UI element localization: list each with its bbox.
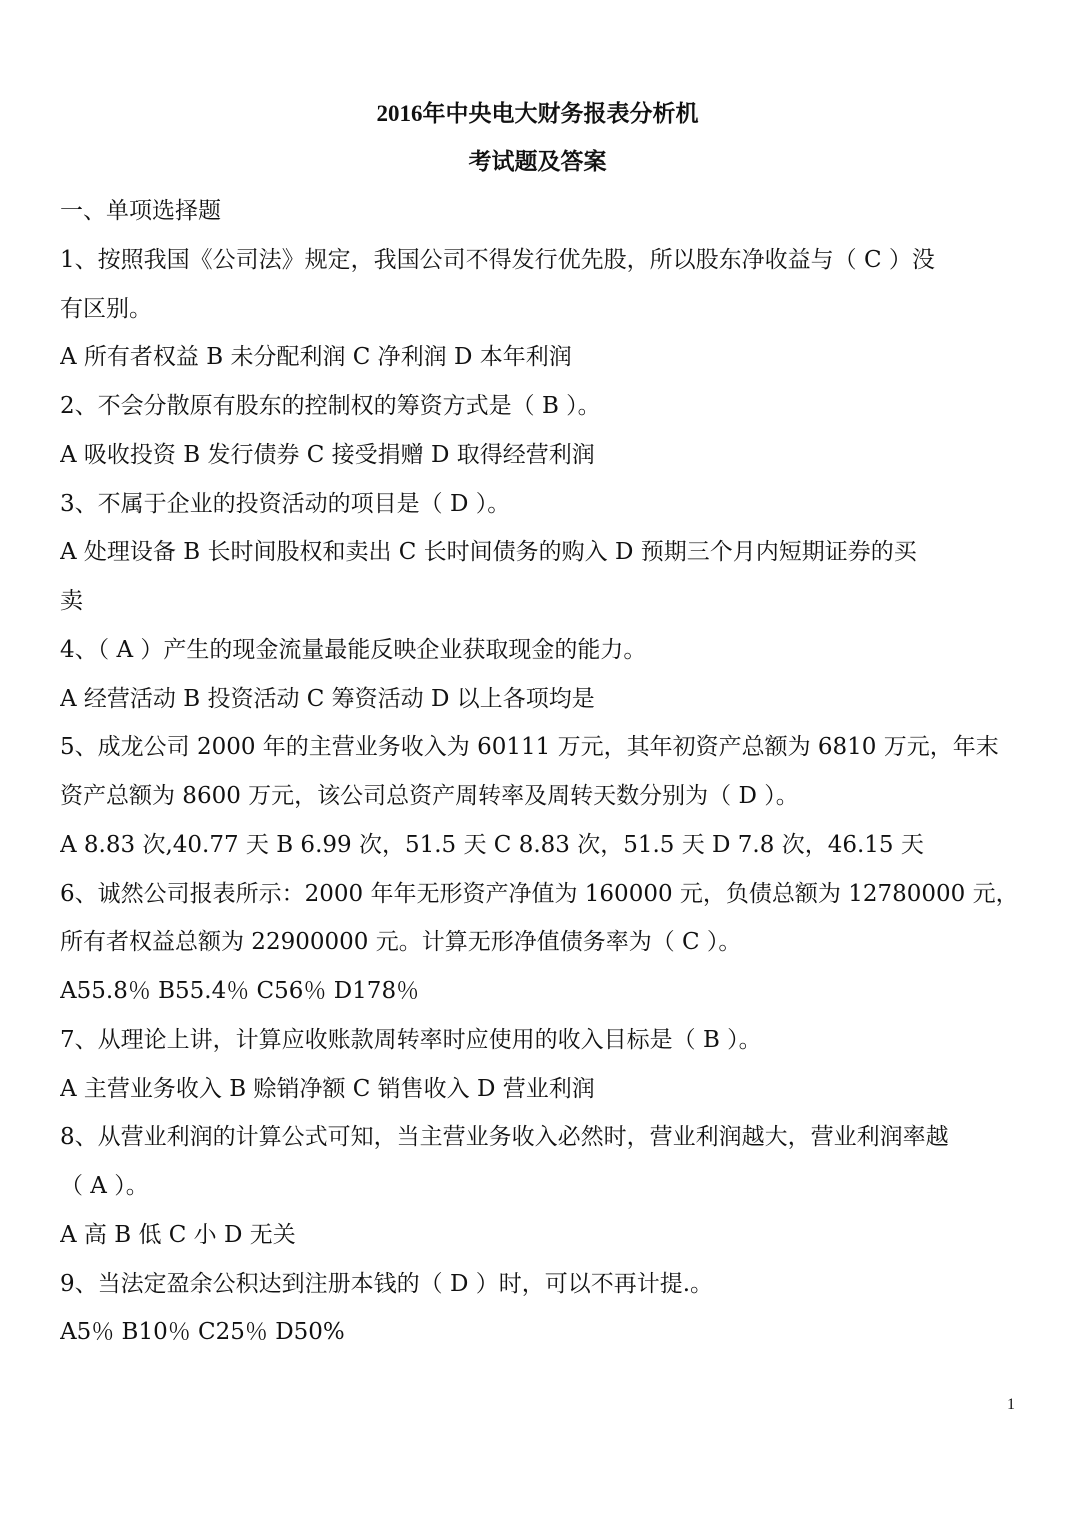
question-6-continued: 所有者权益总额为 22900000 元。计算无形净值债务率为（ C ）。 <box>60 929 742 956</box>
question-8-continued: （ A ）。 <box>60 1173 149 1199</box>
question-1-continued: 有区别。 <box>60 295 152 322</box>
question-3-options: A 处理设备 B 长时间股权和卖出 C 长时间债务的购入 D 预期三个月内短期证券的买 <box>60 539 917 566</box>
question-1: 1、按照我国《公司法》规定，我国公司不得发行优先股，所以股东净收益与（ C ）没 <box>60 246 935 273</box>
page-number: 1 <box>1007 1396 1015 1413</box>
question-5-options: A 8.83 次,40.77 天 B 6.99 次，51.5 天 C 8.83 次，51.5 天 D 7.8 次，46.15 天 <box>60 831 924 858</box>
document-body <box>60 195 1022 1365</box>
section-heading: 一、单项选择题 <box>60 198 221 224</box>
question-5-continued: 资产总额为 8600 万元，该公司总资产周转率及周转天数分别为（ D ）。 <box>60 783 799 809</box>
document-title: 2016年中央电大财务报表分析机 <box>376 101 699 126</box>
document-subtitle: 考试题及答案 <box>468 149 607 174</box>
question-6-options: A55.8％ B55.4％ C56％ D178％ <box>60 978 420 1004</box>
question-3: 3、不属于企业的投资活动的项目是（ D ）。 <box>60 490 511 517</box>
question-8-options: A 高 B 低 C 小 D 无关 <box>60 1221 296 1248</box>
question-3-options-continued: 卖 <box>60 588 83 614</box>
question-8: 8、从营业利润的计算公式可知，当主营业务收入必然时，营业利润越大，营业利润率越 <box>60 1124 949 1151</box>
question-4-options: A 经营活动 B 投资活动 C 筹资活动 D 以上各项均是 <box>60 685 595 712</box>
question-9-options: A5％ B10％ C25％ D50% <box>60 1319 345 1346</box>
question-4: 4、（ A ）产生的现金流量最能反映企业获取现金的能力。 <box>60 636 647 663</box>
question-7-options: A 主营业务收入 B 赊销净额 C 销售收入 D 营业利润 <box>60 1075 595 1102</box>
question-2: 2、不会分散原有股东的控制权的筹资方式是（ B ）。 <box>60 393 601 419</box>
question-5: 5、成龙公司 2000 年的主营业务收入为 60111 万元，其年初资产总额为 6810 万元，年末 <box>60 734 999 761</box>
question-2-options: A 吸收投资 B 发行债券 C 接受捐赠 D 取得经营利润 <box>60 441 595 468</box>
question-9: 9、当法定盈余公积达到注册本钱的（ D ）时，可以不再计提.。 <box>60 1270 714 1297</box>
question-6: 6、诚然公司报表所示：2000 年年无形资产净值为 160000 元，负债总额为 12780000 元， <box>60 880 1019 907</box>
question-7: 7、从理论上讲，计算应收账款周转率时应使用的收入目标是（ B ）。 <box>60 1026 762 1053</box>
question-1-options: A 所有者权益 B 未分配利润 C 净利润 D 本年利润 <box>60 344 572 371</box>
